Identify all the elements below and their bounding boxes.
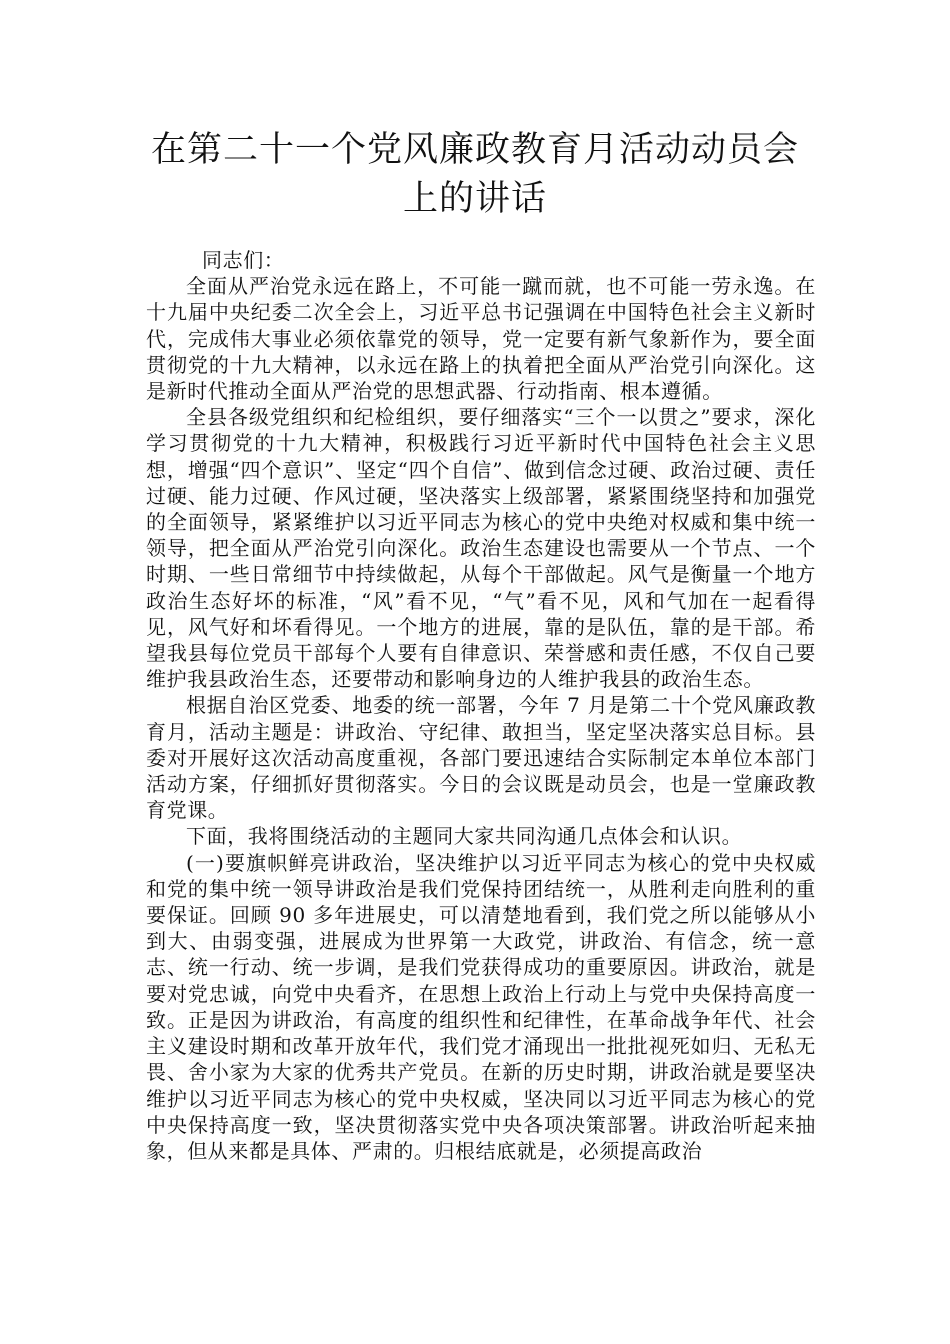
- paragraph-5: (一)要旗帜鲜亮讲政治，坚决维护以习近平同志为核心的党中央权威和党的集中统一领导讲政治是我们党保持团结统一，从胜利走向胜利的重要保证。回顾 90 多年进展史，可以清楚地看到，我们党之所以能够从小到大、由弱变强，进展成为世界第一大政党，讲政治、有信念，统一意志、统一行动、统一步调，是我们党获得成功的重要原因。讲政治，就是要对党忠诚，向党中央看齐，在思想上政治上行动上与党中央保持高度一致。正是因为讲政治，有高度的组织性和纪律性，在革命战争年代、社会主义建设时期和改革开放年代，我们党才涌现出一批批视死如归、无私无畏、舍小家为大家的优秀共产党员。在新的历史时期，讲政治就是要坚决维护以习近平同志为核心的党中央权威，坚决同以习近平同志为核心的党中央保持高度一致，坚决贯彻落实党中央各项决策部署。讲政治听起来抽象，但从来都是具体、严肃的。归根结底就是，必须提高政治: [146, 850, 816, 1163]
- document-body: [146, 247, 816, 1164]
- title-line-2: 上的讲话: [402, 179, 547, 219]
- document-title: [145, 126, 805, 224]
- paragraph-1: 全面从严治党永远在路上，不可能一蹴而就，也不可能一劳永逸。在十九届中央纪委二次全会上，习近平总书记强调在中国特色社会主义新时代，完成伟大事业必须依靠党的领导，党一定要有新气象新作为，要全面贯彻党的十九大精神，以永远在路上的执着把全面从严治党引向深化。这是新时代推动全面从严治党的思想武器、行动指南、根本遵循。: [146, 274, 816, 404]
- paragraph-2: 全县各级党组织和纪检组织，要仔细落实“三个一以贯之”要求，深化学习贯彻党的十九大精神，积极践行习近平新时代中国特色社会主义思想，增强“四个意识”、坚定“四个自信”、做到信念过硬、政治过硬、责任过硬、能力过硬、作风过硬，坚决落实上级部署，紧紧围绕坚持和加强党的全面领导，紧紧维护以习近平同志为核心的党中央绝对权威和集中统一领导，把全面从严治党引向深化。政治生态建设也需要从一个节点、一个时期、一些日常细节中持续做起，从每个干部做起。风气是衡量一个地方政治生态好坏的标准，“风”看不见，“气”看不见，风和气加在一起看得见，风气好和坏看得见。一个地方的进展，靠的是队伍，靠的是干部。希望我县每位党员干部每个人要有自律意识、荣誉感和责任感，不仅自己要维护我县政治生态，还要带动和影响身边的人维护我县的政治生态。: [146, 405, 816, 692]
- paragraph-4: 下面，我将围绕活动的主题同大家共同沟通几点体会和认识。: [186, 824, 743, 849]
- title-line-1: 在第二十一个党风廉政教育月活动动员会: [150, 130, 799, 170]
- paragraph-3: 根据自治区党委、地委的统一部署，今年 7 月是第二十个党风廉政教育月，活动主题是：讲政治、守纪律、敢担当，坚定坚决落实总目标。县委对开展好这次活动高度重视，各部门要迅速结合实际制定本单位本部门活动方案，仔细抓好贯彻落实。今日的会议既是动员会，也是一堂廉政教育党课。: [146, 693, 816, 823]
- salutation: 同志们：: [202, 248, 285, 272]
